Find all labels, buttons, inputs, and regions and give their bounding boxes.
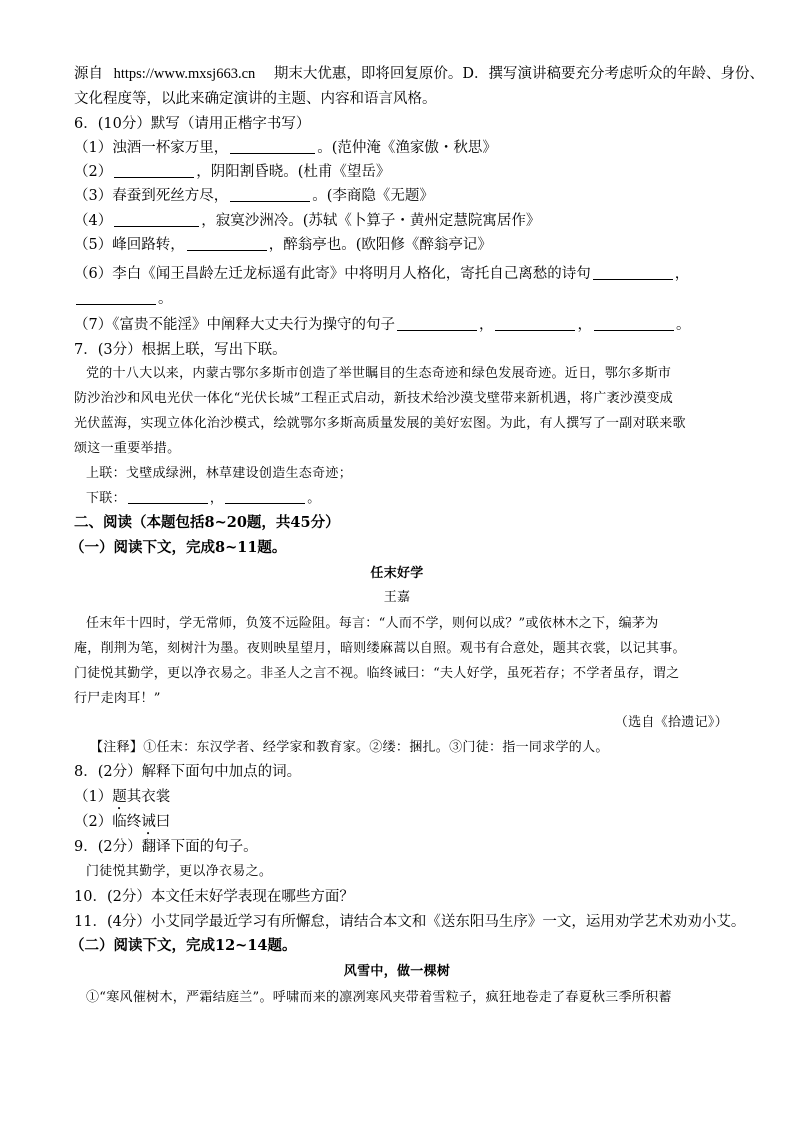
- header-line: [74, 64, 764, 84]
- q6-6-text: （6）李白《闻王昌龄左迁龙标遥有此寄》中将明月人格化，寄托自己离愁的诗句: [74, 266, 591, 282]
- q10-title: 10．(2分）本文任末好学表现在哪些方面？: [74, 889, 354, 905]
- period: 。: [158, 291, 173, 307]
- q6-5-source: ，醉翁亭也。(欧阳修《醉翁亭记》: [268, 237, 492, 253]
- q7-title: 7．(3分）根据上联，写出下联。: [74, 342, 287, 358]
- q7-lower-couplet: [86, 489, 321, 509]
- q6-3-text: （3）春蚕到死丝方尽，: [74, 188, 229, 204]
- comma: ，: [674, 266, 690, 282]
- answer-blank[interactable]: [225, 489, 305, 504]
- section-reading-title: 二、阅读（本题包括8~20题，共45分）: [74, 514, 340, 531]
- q6-item-1: [74, 138, 497, 158]
- article-para-2: 庵，削荆为笔，刻树汁为墨。夜则映星望月，暗则缕麻蒿以自照。观书有合意处，题其衣裳，以记其事。: [74, 641, 686, 656]
- q6-2-text: （2）: [74, 164, 113, 180]
- q8-1-suffix: 其衣裳: [126, 789, 171, 805]
- article-author: 王嘉: [383, 590, 411, 605]
- period: 。: [307, 491, 321, 506]
- q8-1-prefix: （1）: [74, 789, 113, 805]
- q6-5-text: （5）峰回路转，: [74, 237, 185, 253]
- comma: ，: [478, 317, 494, 333]
- answer-blank[interactable]: [495, 316, 575, 331]
- dotted-word: 诫: [141, 814, 156, 830]
- q7-para-2: 防沙治沙和风电光伏一体化“光伏长城”工程正式启动，新技术给沙漠戈壁带来新机遇，将广袤沙漠变成: [74, 391, 674, 406]
- q9-title: 9．(2分）翻译下面的句子。: [74, 839, 258, 855]
- q6-item-6: [74, 264, 689, 284]
- article2-title: 风雪中，做一棵树: [343, 964, 451, 979]
- header-line-2: 文化程度等，以此来确定演讲的主题、内容和语言风格。: [74, 91, 437, 107]
- article-notes: 【注释】①任末：东汉学者、经学家和教育家。②缕：捆扎。③门徒：指一同求学的人。: [90, 740, 609, 755]
- article-para-1: 任末年十四时，学无常师，负笈不远险阻。每言：“人而不学，则何以成？”或依林木之下，编茅为: [86, 616, 659, 631]
- q9-sentence: 门徒悦其勤学，更以净衣易之。: [86, 864, 273, 879]
- dotted-word: 题: [112, 789, 127, 805]
- q6-7-text: （7）《富贵不能淫》中阐释大丈夫行为操守的句子: [74, 317, 395, 333]
- answer-blank[interactable]: [128, 489, 208, 504]
- q6-item-5: [74, 235, 492, 255]
- q7-para-1: 党的十八大以来，内蒙古鄂尔多斯市创造了举世瞩目的生态奇迹和绿色发展奇迹。近日，鄂尔多斯市: [86, 366, 672, 381]
- promo-notice: 期末大优惠，即将回复原价。D．撰写演讲稿要充分考虑听众的年龄、身份、: [273, 66, 764, 82]
- q6-title: 6．(10分）默写（请用正楷字书写）: [74, 116, 311, 132]
- q8-2-suffix: 曰: [155, 814, 171, 830]
- q6-item-7: [74, 315, 690, 335]
- lower-label: 下联：: [86, 491, 126, 506]
- q6-1-source: 。(范仲淹《渔家傲・秋思》: [317, 140, 497, 156]
- article-para-3: 门徒悦其勤学，更以净衣易之。非圣人之言不视。临终诫曰：“夫人好学，虽死若存；不学者虽存，谓之: [74, 666, 680, 681]
- source-label: 源自: [74, 66, 103, 82]
- answer-blank[interactable]: [114, 163, 194, 178]
- q6-1-text: （1）浊酒一杯家万里，: [74, 140, 229, 156]
- q8-title: 8．(2分）解释下面句中加点的词。: [74, 764, 302, 780]
- article2-para-1: ①“寒风催树木，严霜结庭兰”。呼啸而来的凛冽寒风夹带着雪粒子，疯狂地卷走了春夏秋三季所积蓄: [86, 990, 672, 1005]
- q7-upper-couplet: 上联：戈壁成绿洲，林草建设创造生态奇迹；: [86, 466, 353, 481]
- article-source: （选自《拾遗记》）: [614, 715, 728, 730]
- q6-4-text: （4）: [74, 213, 113, 229]
- answer-blank[interactable]: [187, 236, 267, 251]
- q8-item-2: [74, 812, 170, 838]
- answer-blank[interactable]: [230, 187, 310, 202]
- period: 。: [675, 317, 691, 333]
- comma: ，: [577, 317, 592, 333]
- q6-3-source: 。(李商隐《无题》: [312, 188, 434, 204]
- answer-blank[interactable]: [397, 316, 477, 331]
- q6-item-3: [74, 186, 434, 206]
- subsection-2-title: （二）阅读下文，完成12~14题。: [70, 937, 297, 954]
- answer-blank[interactable]: [594, 316, 674, 331]
- q8-item-1: [74, 787, 170, 813]
- q7-para-3: 光伏蓝海，实现立体化治沙模式，绘就鄂尔多斯高质量发展的美好宏图。为此，有人撰写了一副对联来歌: [74, 416, 686, 431]
- answer-blank[interactable]: [76, 290, 156, 305]
- q6-item-4: [74, 211, 540, 231]
- q11-title: 11．(4分）小艾同学最近学习有所懈怠，请结合本文和《送东阳马生序》一文，运用劝学艺术劝劝小艾。: [74, 914, 746, 930]
- q6-item-6-cont: [74, 289, 173, 309]
- comma: ，: [209, 491, 224, 506]
- q6-4-source: ，寂寞沙洲冷。(苏轼《卜算子・黄州定慧院寓居作》: [201, 213, 541, 229]
- q6-2-source: ，阴阳割昏晓。(杜甫《望岳》: [196, 164, 391, 180]
- article-para-4: 行尸走肉耳！”: [74, 691, 161, 706]
- q8-2-prefix: （2）临终: [74, 814, 142, 830]
- q6-item-2: [74, 162, 390, 182]
- source-url[interactable]: https://www.mxsj663.cn: [113, 66, 256, 82]
- q7-para-4: 颂这一重要举措。: [74, 441, 181, 456]
- answer-blank[interactable]: [114, 212, 199, 227]
- article-title: 任末好学: [370, 566, 424, 581]
- answer-blank[interactable]: [230, 139, 315, 154]
- answer-blank[interactable]: [593, 265, 673, 280]
- subsection-1-title: （一）阅读下文，完成8~11题。: [70, 539, 287, 556]
